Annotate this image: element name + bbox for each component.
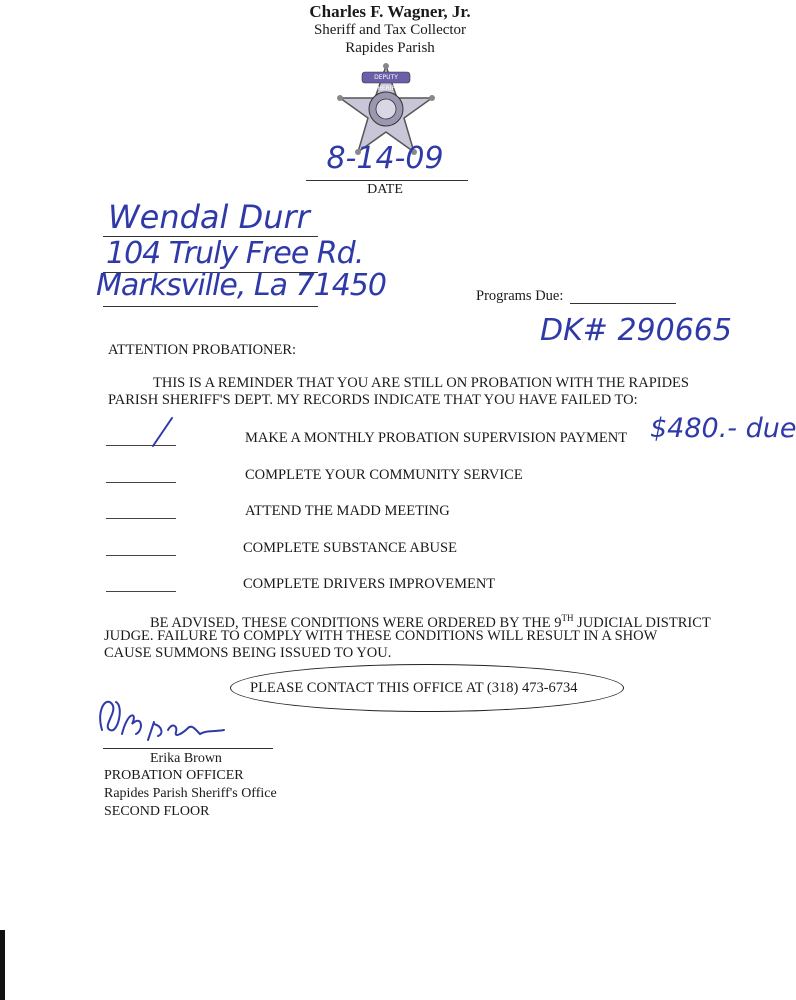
attention-heading: ATTENTION PROBATIONER:	[108, 342, 297, 358]
reminder-line-2: PARISH SHERIFF'S DEPT. MY RECORDS INDICATE THAT YOU HAVE FAILED TO:	[108, 392, 638, 408]
checkbox-line-substance-abuse	[106, 555, 176, 556]
advised-line-1-text: BE ADVISED, THESE CONDITIONS WERE ORDERED BY THE 9	[150, 614, 562, 631]
docket-number: DK# 290665	[540, 313, 732, 348]
check-mark-icon	[148, 416, 178, 450]
advised-line-2: JUDGE. FAILURE TO COMPLY WITH THESE CONDITIONS WILL RESULT IN A SHOW	[104, 628, 658, 644]
address-street: 104 Truly Free Rd.	[106, 236, 364, 271]
item-madd-meeting: ATTEND THE MADD MEETING	[245, 503, 450, 519]
address-city: Marksville, La 71450	[96, 268, 386, 303]
officer-name: Erika Brown	[150, 751, 222, 766]
item-payment: MAKE A MONTHLY PROBATION SUPERVISION PAYMENT	[245, 430, 628, 446]
advised-line-1-end: JUDICIAL DISTRICT	[573, 614, 711, 631]
handwritten-signature	[92, 690, 252, 750]
ordinal-suffix: TH	[561, 613, 574, 623]
programs-due-line	[570, 303, 676, 304]
sheriff-title: Sheriff and Tax Collector	[313, 22, 467, 38]
sheriff-name: Charles F. Wagner, Jr.	[309, 2, 471, 21]
date-label: DATE	[367, 182, 403, 197]
date-line	[306, 180, 468, 181]
programs-due-label: Programs Due:	[476, 288, 564, 304]
checkbox-line-drivers-improvement	[106, 591, 176, 592]
badge-text: DEPUTY SHERIFF	[373, 74, 399, 92]
payment-due-note: $480.- due	[650, 413, 796, 444]
checkbox-line-madd	[106, 518, 176, 519]
checkbox-line-community-service	[106, 482, 176, 483]
scan-edge-mark	[0, 930, 5, 1000]
contact-text: PLEASE CONTACT THIS OFFICE AT (318) 473-6734	[250, 680, 578, 696]
item-community-service: COMPLETE YOUR COMMUNITY SERVICE	[245, 467, 523, 483]
address-name: Wendal Durr	[108, 198, 310, 236]
address-line-3	[103, 306, 318, 307]
officer-floor: SECOND FLOOR	[104, 804, 210, 819]
date-value: 8-14-09	[326, 141, 444, 176]
item-drivers-improvement: COMPLETE DRIVERS IMPROVEMENT	[243, 576, 496, 592]
officer-role: PROBATION OFFICER	[104, 768, 244, 783]
signature-line	[103, 748, 273, 749]
officer-office: Rapides Parish Sheriff's Office	[104, 786, 277, 801]
advised-line-3: CAUSE SUMMONS BEING ISSUED TO YOU.	[104, 645, 392, 661]
item-substance-abuse: COMPLETE SUBSTANCE ABUSE	[243, 540, 457, 556]
parish-name: Rapides Parish	[345, 40, 435, 56]
reminder-line-1: THIS IS A REMINDER THAT YOU ARE STILL ON PROBATION WITH THE RAPIDES	[153, 375, 689, 391]
